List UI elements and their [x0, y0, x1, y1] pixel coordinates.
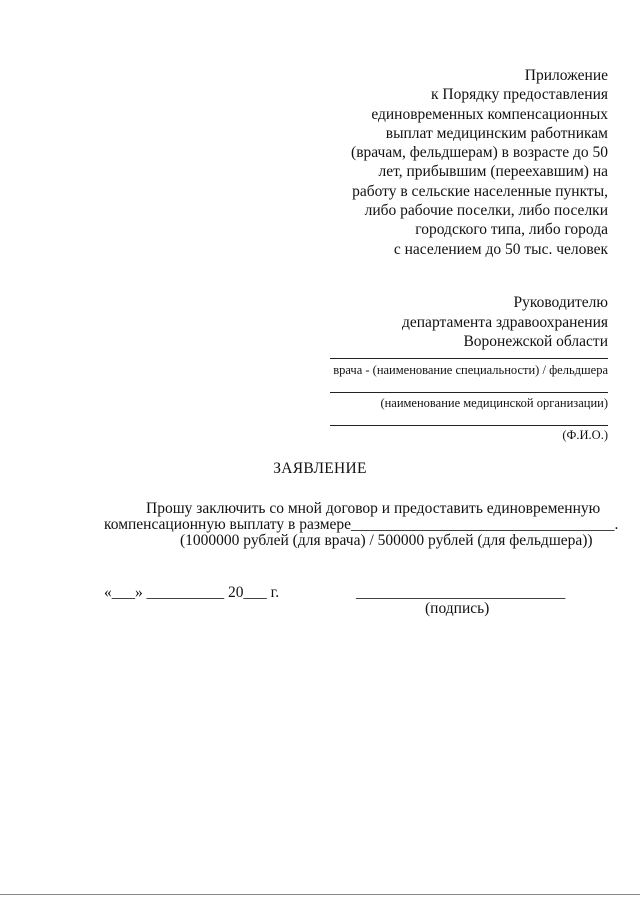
- statement-line-2: компенсационную выплату в размере__________________________________.: [104, 516, 619, 533]
- date-field[interactable]: «___» __________ 20___ г.: [104, 584, 280, 601]
- addressee-block: [288, 293, 608, 352]
- statement-line-3: (1000000 рублей (для врача) / 500000 рублей (для фельдшера)): [180, 532, 593, 549]
- specialty-fill-line[interactable]: [330, 358, 608, 359]
- annex-line: к Порядку предоставления: [431, 86, 608, 104]
- organization-caption: (наименование медицинской организации): [380, 396, 608, 410]
- fio-fill-line[interactable]: [330, 425, 608, 426]
- annex-line: с населением до 50 тыс. человек: [393, 240, 608, 258]
- statement-title: ЗАЯВЛЕНИЕ: [273, 460, 367, 477]
- annex-line: городского типа, либо города: [415, 221, 608, 239]
- addressee-line: Руководителю: [513, 294, 608, 311]
- addressee-line: департамента здравоохранения: [402, 313, 608, 331]
- specialty-caption: врача - (наименование специальности) / фельдшера: [333, 363, 608, 377]
- annex-line: выплат медицинским работникам: [385, 124, 608, 142]
- signature-caption: (подпись): [425, 600, 490, 617]
- annex-line: работу в сельские населенные пункты,: [352, 182, 608, 200]
- organization-fill-line[interactable]: [330, 392, 608, 393]
- annex-line: лет, прибывшим (переехавшим) на: [378, 163, 608, 181]
- statement-line-1: Прошу заключить со мной договор и предоставить единовременную: [146, 500, 601, 517]
- fio-caption: (Ф.И.О.): [562, 428, 608, 442]
- annex-line: единовременных компенсационных: [371, 105, 608, 123]
- page-bottom-rule: [0, 894, 640, 895]
- annex-block: [288, 66, 608, 259]
- signature-line[interactable]: ___________________________: [356, 584, 566, 601]
- addressee-line: Воронежской области: [463, 333, 608, 350]
- annex-line: Приложение: [524, 67, 608, 84]
- annex-line: (врачам, фельдшерам) в возрасте до 50: [351, 144, 608, 162]
- annex-line: либо рабочие поселки, либо поселки: [364, 202, 608, 220]
